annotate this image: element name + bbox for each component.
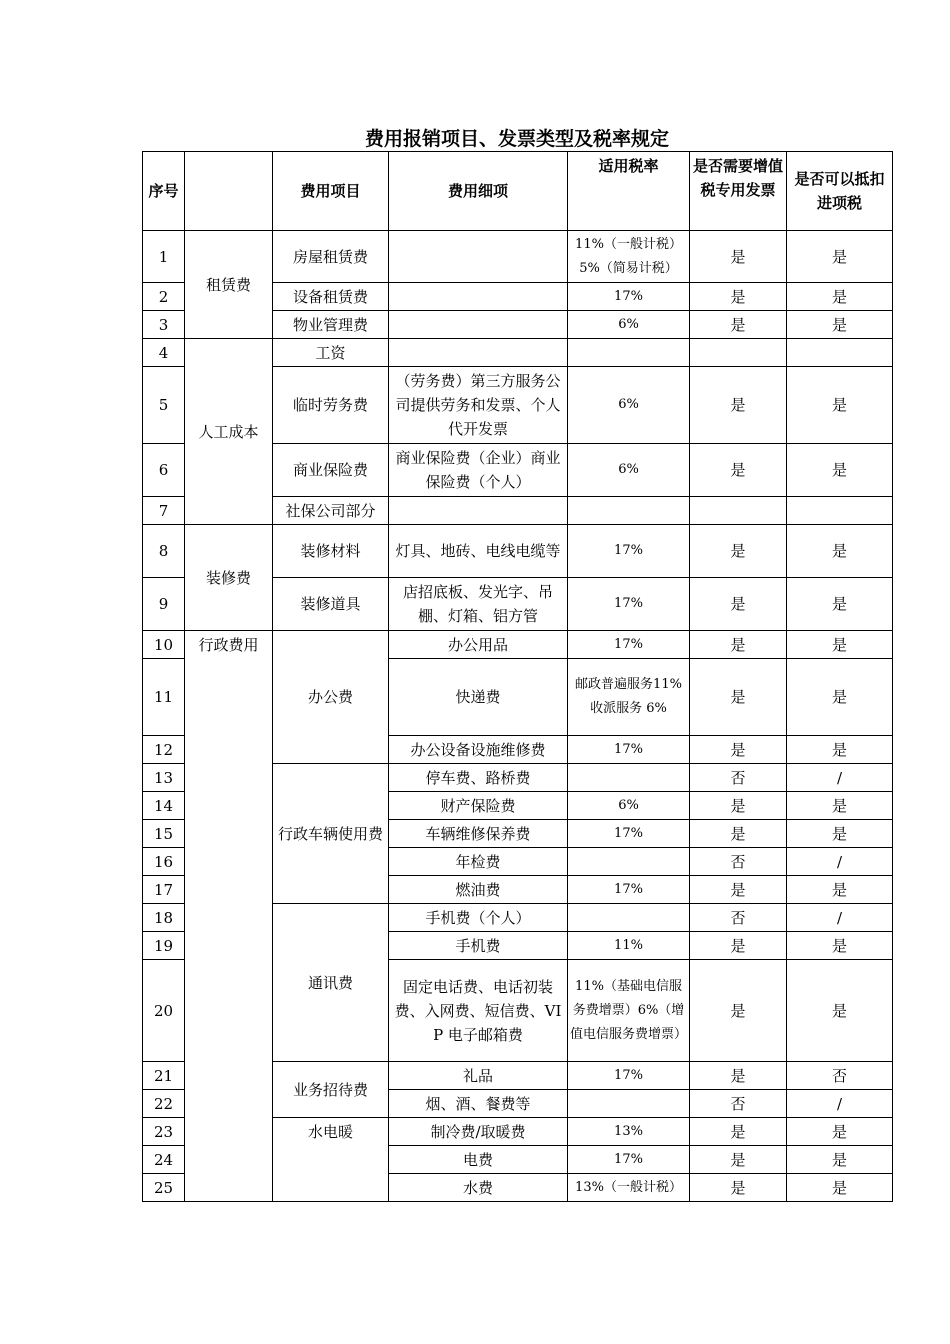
seq-cell: 24 bbox=[143, 1146, 185, 1174]
item-cell: 商业保险费 bbox=[273, 444, 389, 497]
deduct-cell: 是 bbox=[787, 876, 893, 904]
item-utility: 水电暖 bbox=[273, 1118, 389, 1202]
deduct-cell: 是 bbox=[787, 820, 893, 848]
vat-cell: 是 bbox=[690, 960, 787, 1062]
detail-cell: 电费 bbox=[389, 1146, 568, 1174]
seq-cell: 16 bbox=[143, 848, 185, 876]
seq-cell: 8 bbox=[143, 525, 185, 578]
rate-cell: 6% bbox=[568, 367, 690, 444]
rate-cell bbox=[568, 1090, 690, 1118]
table-row bbox=[143, 525, 893, 578]
rate-cell: 6% bbox=[568, 792, 690, 820]
rate-cell bbox=[568, 764, 690, 792]
item-cell: 装修道具 bbox=[273, 578, 389, 631]
detail-cell: 制冷费/取暖费 bbox=[389, 1118, 568, 1146]
rate-cell: 11%（一般计税）5%（简易计税） bbox=[568, 231, 690, 283]
seq-cell: 11 bbox=[143, 659, 185, 736]
vat-cell bbox=[690, 339, 787, 367]
item-cell: 房屋租赁费 bbox=[273, 231, 389, 283]
deduct-cell bbox=[787, 339, 893, 367]
detail-cell: 快递费 bbox=[389, 659, 568, 736]
deduct-cell: 是 bbox=[787, 631, 893, 659]
rate-cell: 邮政普遍服务11%收派服务 6% bbox=[568, 659, 690, 736]
seq-cell: 25 bbox=[143, 1174, 185, 1202]
deduct-cell: / bbox=[787, 764, 893, 792]
vat-cell: 否 bbox=[690, 848, 787, 876]
rate-cell: 6% bbox=[568, 444, 690, 497]
rate-cell: 11%（基础电信服务费增票）6%（增值电信服务费增票） bbox=[568, 960, 690, 1062]
detail-cell: 烟、酒、餐费等 bbox=[389, 1090, 568, 1118]
header-item: 费用项目 bbox=[273, 152, 389, 231]
deduct-cell: 是 bbox=[787, 792, 893, 820]
table-row bbox=[143, 631, 893, 659]
rate-cell: 17% bbox=[568, 1062, 690, 1090]
item-cell: 设备租赁费 bbox=[273, 283, 389, 311]
rate-cell bbox=[568, 848, 690, 876]
rate-cell: 17% bbox=[568, 876, 690, 904]
seq-cell: 1 bbox=[143, 231, 185, 283]
detail-cell: 手机费（个人） bbox=[389, 904, 568, 932]
deduct-cell: 是 bbox=[787, 444, 893, 497]
seq-cell: 20 bbox=[143, 960, 185, 1062]
seq-cell: 13 bbox=[143, 764, 185, 792]
deduct-cell: 是 bbox=[787, 578, 893, 631]
detail-cell bbox=[389, 339, 568, 367]
seq-cell: 9 bbox=[143, 578, 185, 631]
seq-cell: 7 bbox=[143, 497, 185, 525]
vat-cell: 是 bbox=[690, 876, 787, 904]
group-decor: 装修费 bbox=[185, 525, 273, 631]
detail-cell bbox=[389, 497, 568, 525]
rate-cell bbox=[568, 339, 690, 367]
deduct-cell: 是 bbox=[787, 960, 893, 1062]
vat-cell: 否 bbox=[690, 1090, 787, 1118]
deduct-cell: 是 bbox=[787, 283, 893, 311]
deduct-cell: 是 bbox=[787, 525, 893, 578]
rate-cell bbox=[568, 497, 690, 525]
rate-cell: 17% bbox=[568, 736, 690, 764]
detail-cell bbox=[389, 283, 568, 311]
detail-cell: 商业保险费（企业）商业保险费（个人） bbox=[389, 444, 568, 497]
detail-cell: 停车费、路桥费 bbox=[389, 764, 568, 792]
item-telecom: 通讯费 bbox=[273, 904, 389, 1062]
item-cell: 物业管理费 bbox=[273, 311, 389, 339]
rate-cell: 17% bbox=[568, 820, 690, 848]
detail-cell: 财产保险费 bbox=[389, 792, 568, 820]
vat-cell: 是 bbox=[690, 1118, 787, 1146]
rate-cell: 11% bbox=[568, 932, 690, 960]
rate-cell: 13%（一般计税） bbox=[568, 1174, 690, 1202]
group-rent: 租赁费 bbox=[185, 231, 273, 339]
header-rate: 适用税率 bbox=[568, 152, 690, 231]
group-labor: 人工成本 bbox=[185, 339, 273, 525]
header-detail: 费用细项 bbox=[389, 152, 568, 231]
vat-cell: 否 bbox=[690, 764, 787, 792]
deduct-cell: / bbox=[787, 848, 893, 876]
deduct-cell: 是 bbox=[787, 932, 893, 960]
vat-cell: 是 bbox=[690, 1174, 787, 1202]
seq-cell: 3 bbox=[143, 311, 185, 339]
vat-cell: 是 bbox=[690, 1146, 787, 1174]
table-row bbox=[143, 231, 893, 283]
seq-cell: 23 bbox=[143, 1118, 185, 1146]
detail-cell: 燃油费 bbox=[389, 876, 568, 904]
vat-cell: 是 bbox=[690, 792, 787, 820]
detail-cell: 水费 bbox=[389, 1174, 568, 1202]
deduct-cell: 是 bbox=[787, 231, 893, 283]
deduct-cell: / bbox=[787, 904, 893, 932]
vat-cell: 是 bbox=[690, 525, 787, 578]
item-cell: 工资 bbox=[273, 339, 389, 367]
item-office: 办公费 bbox=[273, 631, 389, 764]
table-row bbox=[143, 339, 893, 367]
seq-cell: 4 bbox=[143, 339, 185, 367]
detail-cell: 灯具、地砖、电线电缆等 bbox=[389, 525, 568, 578]
seq-cell: 17 bbox=[143, 876, 185, 904]
vat-cell: 是 bbox=[690, 820, 787, 848]
header-blank bbox=[185, 152, 273, 231]
vat-cell: 是 bbox=[690, 231, 787, 283]
vat-cell: 是 bbox=[690, 367, 787, 444]
item-entertain: 业务招待费 bbox=[273, 1062, 389, 1118]
vat-cell: 是 bbox=[690, 283, 787, 311]
detail-cell: 固定电话费、电话初装费、入网费、短信费、VIP 电子邮箱费 bbox=[389, 960, 568, 1062]
vat-cell: 是 bbox=[690, 444, 787, 497]
seq-cell: 12 bbox=[143, 736, 185, 764]
deduct-cell: 是 bbox=[787, 311, 893, 339]
deduct-cell: 是 bbox=[787, 659, 893, 736]
seq-cell: 5 bbox=[143, 367, 185, 444]
item-cell: 临时劳务费 bbox=[273, 367, 389, 444]
rate-cell: 17% bbox=[568, 1146, 690, 1174]
rate-cell: 17% bbox=[568, 283, 690, 311]
detail-cell: 手机费 bbox=[389, 932, 568, 960]
deduct-cell: 否 bbox=[787, 1062, 893, 1090]
page-title: 费用报销项目、发票类型及税率规定 bbox=[364, 128, 669, 150]
header-deduct: 是否可以抵扣进项税 bbox=[787, 152, 893, 231]
vat-cell: 是 bbox=[690, 631, 787, 659]
item-vehicle: 行政车辆使用费 bbox=[273, 764, 389, 904]
seq-cell: 19 bbox=[143, 932, 185, 960]
detail-cell: 车辆维修保养费 bbox=[389, 820, 568, 848]
vat-cell: 否 bbox=[690, 904, 787, 932]
deduct-cell bbox=[787, 497, 893, 525]
group-admin: 行政费用 bbox=[185, 631, 273, 1202]
deduct-cell: / bbox=[787, 1090, 893, 1118]
detail-cell: （劳务费）第三方服务公司提供劳务和发票、个人代开发票 bbox=[389, 367, 568, 444]
rate-cell: 17% bbox=[568, 578, 690, 631]
expense-table bbox=[142, 151, 893, 1202]
header-row bbox=[143, 152, 893, 231]
seq-cell: 2 bbox=[143, 283, 185, 311]
rate-cell: 17% bbox=[568, 631, 690, 659]
deduct-cell: 是 bbox=[787, 367, 893, 444]
detail-cell: 礼品 bbox=[389, 1062, 568, 1090]
header-vat: 是否需要增值税专用发票 bbox=[690, 152, 787, 231]
deduct-cell: 是 bbox=[787, 1118, 893, 1146]
rate-cell: 6% bbox=[568, 311, 690, 339]
seq-cell: 22 bbox=[143, 1090, 185, 1118]
seq-cell: 6 bbox=[143, 444, 185, 497]
vat-cell: 是 bbox=[690, 578, 787, 631]
detail-cell: 办公设备设施维修费 bbox=[389, 736, 568, 764]
vat-cell: 是 bbox=[690, 932, 787, 960]
vat-cell: 是 bbox=[690, 659, 787, 736]
seq-cell: 10 bbox=[143, 631, 185, 659]
detail-cell bbox=[389, 311, 568, 339]
vat-cell bbox=[690, 497, 787, 525]
detail-cell: 年检费 bbox=[389, 848, 568, 876]
deduct-cell: 是 bbox=[787, 736, 893, 764]
item-cell: 社保公司部分 bbox=[273, 497, 389, 525]
rate-cell: 13% bbox=[568, 1118, 690, 1146]
seq-cell: 21 bbox=[143, 1062, 185, 1090]
seq-cell: 14 bbox=[143, 792, 185, 820]
detail-cell: 办公用品 bbox=[389, 631, 568, 659]
deduct-cell: 是 bbox=[787, 1174, 893, 1202]
detail-cell bbox=[389, 231, 568, 283]
item-cell: 装修材料 bbox=[273, 525, 389, 578]
detail-cell: 店招底板、发光字、吊棚、灯箱、铝方管 bbox=[389, 578, 568, 631]
rate-cell: 17% bbox=[568, 525, 690, 578]
deduct-cell: 是 bbox=[787, 1146, 893, 1174]
seq-cell: 15 bbox=[143, 820, 185, 848]
vat-cell: 是 bbox=[690, 311, 787, 339]
vat-cell: 是 bbox=[690, 1062, 787, 1090]
seq-cell: 18 bbox=[143, 904, 185, 932]
header-seq: 序号 bbox=[143, 152, 185, 231]
vat-cell: 是 bbox=[690, 736, 787, 764]
rate-cell bbox=[568, 904, 690, 932]
